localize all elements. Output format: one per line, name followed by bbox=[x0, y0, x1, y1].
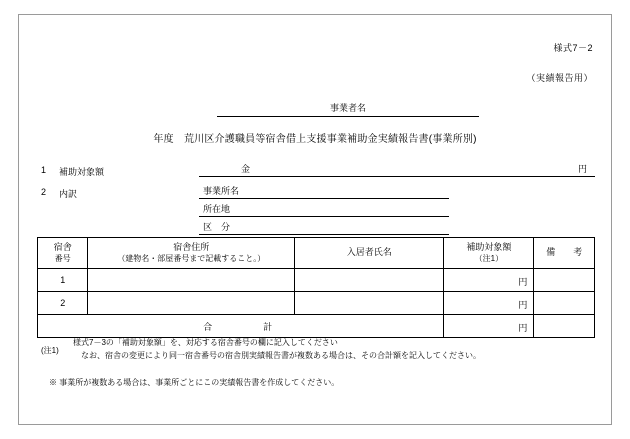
item-2-number: 2 bbox=[41, 187, 47, 197]
subsidy-amount-field[interactable] bbox=[199, 163, 595, 177]
total-amount[interactable] bbox=[444, 315, 534, 338]
office-name-field[interactable] bbox=[199, 185, 449, 199]
office-name-label: 事業所名 bbox=[203, 186, 240, 196]
total-yen-label: 円 bbox=[518, 323, 528, 333]
item-1-label: 補助対象額 bbox=[59, 167, 105, 177]
subsidy-table bbox=[37, 237, 595, 338]
page-title: 年度 荒川区介護職員等宿舎借上支援事業補助金実績報告書(事業所別) bbox=[153, 134, 477, 145]
header-subsidy-amount bbox=[444, 238, 534, 269]
header-shukusha-number bbox=[38, 238, 88, 269]
office-address-field[interactable] bbox=[199, 203, 449, 217]
subsidy-yen-label: 円 bbox=[577, 164, 587, 174]
footnote-tag: (注1) bbox=[41, 346, 59, 355]
header-shukusha-address bbox=[88, 238, 295, 269]
office-address-label: 所在地 bbox=[203, 204, 231, 214]
report-use-label: （実績報告用） bbox=[526, 73, 593, 83]
footnote-star: ※ 事業所が複数ある場合は、事業所ごとにこの実績報告書を作成してください。 bbox=[49, 378, 340, 387]
row-1-address[interactable] bbox=[88, 269, 295, 292]
row-2-note[interactable] bbox=[534, 292, 595, 315]
table-row bbox=[38, 292, 595, 315]
header-subsidy-amount-main: 補助対象額 bbox=[466, 242, 512, 253]
header-resident-name-main: 入居者氏名 bbox=[346, 247, 392, 258]
form-code: 様式7－2 bbox=[553, 43, 593, 53]
business-name-field[interactable]: 事業者名 bbox=[217, 101, 479, 117]
header-shukusha-address-main: 宿舎住所 bbox=[173, 242, 210, 253]
row-2-address[interactable] bbox=[88, 292, 295, 315]
total-note[interactable] bbox=[534, 315, 595, 338]
table-header-row bbox=[38, 238, 595, 269]
footnote-block bbox=[41, 337, 481, 363]
office-category-field[interactable] bbox=[199, 221, 449, 235]
table-row bbox=[38, 269, 595, 292]
row-1-number: 1 bbox=[38, 269, 88, 292]
header-shukusha-address-sub: （建物名・部屋番号まで記載すること。） bbox=[117, 253, 266, 263]
subsidy-money-label: 金 bbox=[241, 164, 251, 174]
row-1-amount[interactable] bbox=[444, 269, 534, 292]
document-sheet bbox=[18, 14, 612, 425]
header-shukusha-number-sub: 番号 bbox=[54, 253, 71, 263]
office-category-label: 区 分 bbox=[203, 222, 231, 232]
row-1-note[interactable] bbox=[534, 269, 595, 292]
row-2-amount[interactable] bbox=[444, 292, 534, 315]
header-remarks bbox=[534, 238, 595, 269]
row-2-yen-label: 円 bbox=[518, 300, 528, 310]
footnote-line-1: 様式7－3の「補助対象額」を、対応する宿舎番号の欄に記入してください bbox=[73, 338, 338, 347]
item-2-label: 内訳 bbox=[59, 189, 78, 199]
header-subsidy-amount-sub: （注1） bbox=[474, 253, 504, 263]
item-1-number: 1 bbox=[41, 165, 47, 175]
header-remarks-main: 備 考 bbox=[546, 247, 583, 258]
header-resident-name bbox=[295, 238, 444, 269]
total-label: 合 計 bbox=[38, 315, 444, 338]
header-shukusha-number-main: 宿舎 bbox=[53, 242, 72, 253]
row-2-resident[interactable] bbox=[295, 292, 444, 315]
row-1-yen-label: 円 bbox=[518, 277, 528, 287]
row-1-resident[interactable] bbox=[295, 269, 444, 292]
document-inner bbox=[19, 15, 611, 424]
footnote-line-2: なお、宿舎の変更により同一宿舎番号の宿舎別実績報告書が複数ある場合は、その合計額を記入してください。 bbox=[81, 350, 481, 360]
table-total-row bbox=[38, 315, 595, 338]
row-2-number: 2 bbox=[38, 292, 88, 315]
